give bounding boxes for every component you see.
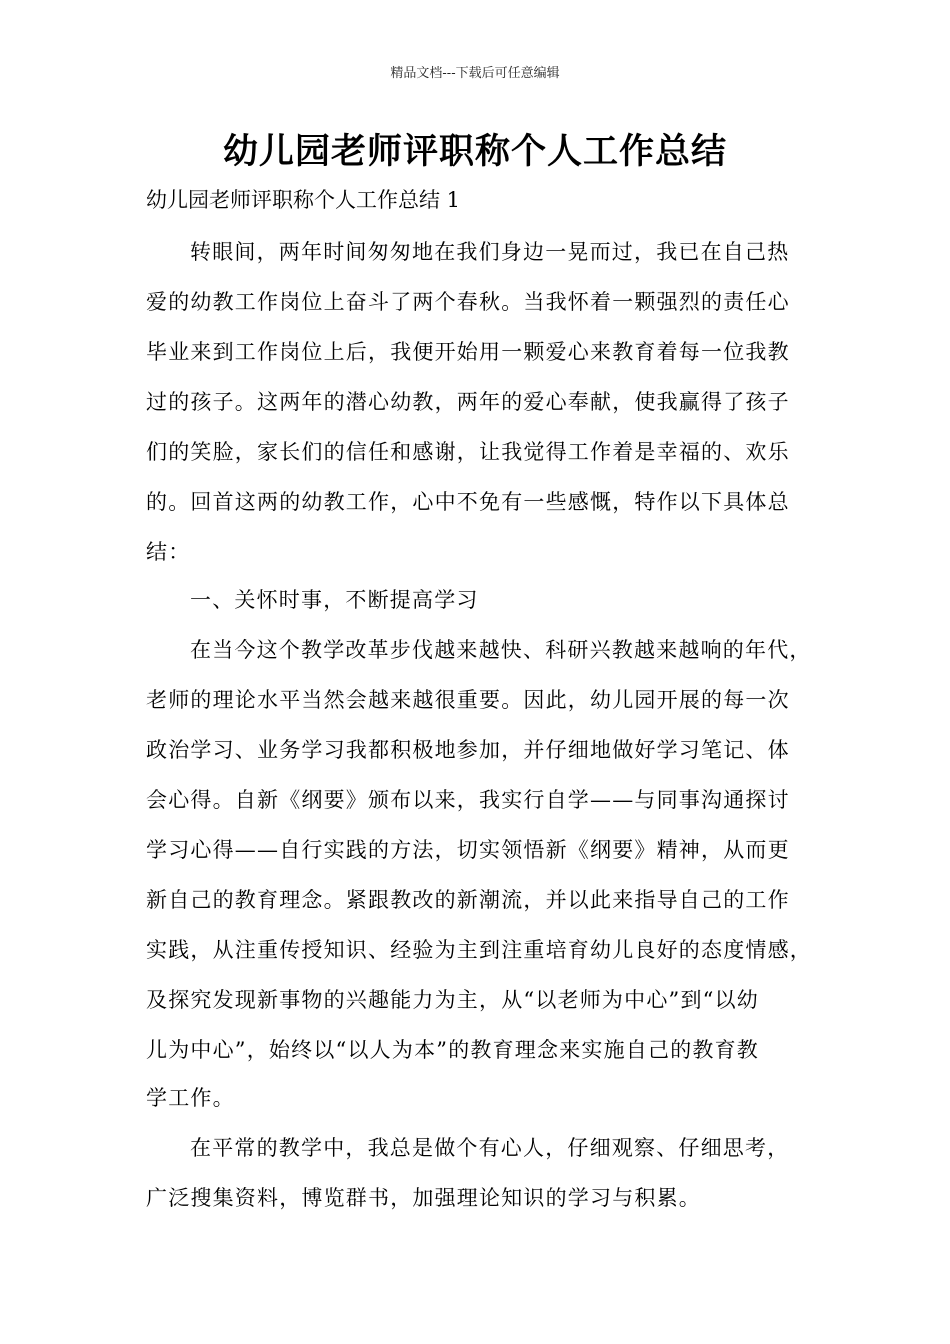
body-line: 在当今这个教学改革步伐越来越快、科研兴教越来越响的年代， <box>190 638 812 662</box>
body-line: 及探究发现新事物的兴趣能力为主，从“以老师为中心”到“以幼 <box>146 988 760 1012</box>
body-line: 政治学习、业务学习我都积极地参加，并仔细地做好学习笔记、体 <box>146 738 790 762</box>
header-note: 精品文档---下载后可任意编辑 <box>390 66 560 81</box>
document-title: 幼儿园老师评职称个人工作总结 <box>222 131 727 172</box>
body-line: 毕业来到工作岗位上后，我便开始用一颗爱心来教育着每一位我教 <box>146 340 790 364</box>
body-line: 老师的理论水平当然会越来越很重要。因此，幼儿园开展的每一次 <box>146 688 790 712</box>
body-line: 的。回首这两的幼教工作，心中不免有一些感慨，特作以下具体总 <box>146 490 790 514</box>
body-line: 学习心得——自行实践的方法，切实领悟新《纲要》精神，从而更 <box>146 838 790 862</box>
body-line: 会心得。自新《纲要》颁布以来，我实行自学——与同事沟通探讨 <box>146 788 790 812</box>
section-subtitle: 幼儿园老师评职称个人工作总结 1 <box>146 188 461 212</box>
body-line: 过的孩子。这两年的潜心幼教，两年的爱心奉献，使我赢得了孩子 <box>146 390 790 414</box>
body-line: 新自己的教育理念。紧跟教改的新潮流，并以此来指导自己的工作 <box>146 888 790 912</box>
body-line: 实践，从注重传授知识、经验为主到注重培育幼儿良好的态度情感， <box>146 938 812 962</box>
body-line: 们的笑脸，家长们的信任和感谢，让我觉得工作着是幸福的、欢乐 <box>146 440 790 464</box>
body-line: 结： <box>146 540 191 564</box>
body-line: 转眼间，两年时间匆匆地在我们身边一晃而过，我已在自己热 <box>190 240 790 264</box>
body-line: 学工作。 <box>146 1086 235 1110</box>
body-line: 儿为中心”，始终以“以人为本”的教育理念来实施自己的教育教 <box>146 1038 760 1062</box>
body-line: 广泛搜集资料，博览群书，加强理论知识的学习与积累。 <box>146 1186 701 1210</box>
body-line: 爱的幼教工作岗位上奋斗了两个春秋。当我怀着一颗强烈的责任心 <box>146 290 790 314</box>
body-line: 在平常的教学中，我总是做个有心人，仔细观察、仔细思考， <box>190 1136 790 1160</box>
section-heading: 一、关怀时事，不断提高学习 <box>190 588 479 612</box>
